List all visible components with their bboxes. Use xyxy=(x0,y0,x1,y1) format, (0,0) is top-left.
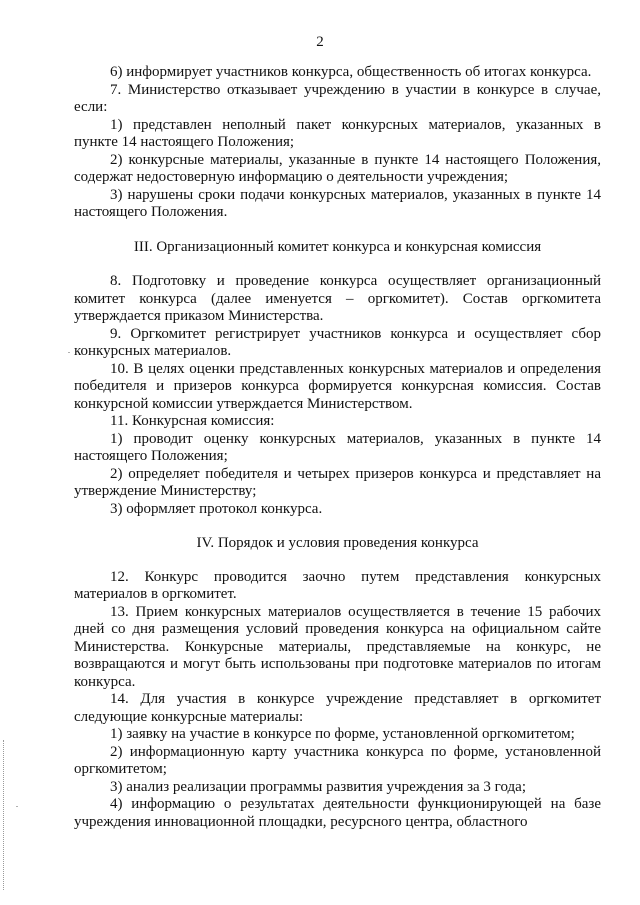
paragraph-clause-14-item-2: 2) информационную карту участника конкурса по форме, установленной оргкомитетом; xyxy=(74,743,601,777)
scan-speck xyxy=(68,352,70,353)
paragraph-clause-11: 11. Конкурсная комиссия: xyxy=(110,413,275,429)
paragraph-clause-11-item-2: 2) определяет победителя и четырех призеров конкурса и представляет на утверждение Министерству; xyxy=(74,465,601,499)
page-number: 2 xyxy=(316,34,324,50)
paragraph-clause-13: 13. Прием конкурсных материалов осуществляется в течение 15 рабочих дней со дня размещения условий проведения конкурса на официальном сайте Министерства. Конкурсные материалы, представляемые на конкурс, не возвращаются и могут быть использованы при подготовке материалов по итогам конкурса. xyxy=(74,603,601,690)
section-3-heading: III. Организационный комитет конкурса и конкурсная комиссия xyxy=(133,238,542,255)
paragraph-clause-9: 9. Оргкомитет регистрирует участников конкурса и осуществляет сбор конкурсных материалов. xyxy=(74,325,601,359)
paragraph-clause-14-item-4: 4) информацию о результатах деятельности функционирующей на базе учреждения инновационной площадки, ресурсного центра, областного xyxy=(74,796,601,830)
paragraph-clause-10: 10. В целях оценки представленных конкурсных материалов и определения победителя и призеров конкурса формируется конкурсная комиссия. Состав конкурсной комиссии утверждается Министерством. xyxy=(74,360,601,412)
paragraph-clause-12: 12. Конкурс проводится заочно путем представления конкурсных материалов в оргкомитет. xyxy=(74,568,601,602)
paragraph-clause-14-item-1: 1) заявку на участие в конкурсе по форме, установленной оргкомитетом; xyxy=(110,726,575,742)
paragraph-item-6: 6) информирует участников конкурса, общественность об итогах конкурса. xyxy=(110,64,592,80)
paragraph-clause-7-item-3: 3) нарушены сроки подачи конкурсных материалов, указанных в пункте 14 настоящего Положения. xyxy=(74,186,601,220)
paragraph-clause-14-item-3: 3) анализ реализации программы развития учреждения за 3 года; xyxy=(110,778,526,795)
paragraph-clause-14: 14. Для участия в конкурсе учреждение представляет в оргкомитет следующие конкурсные материалы: xyxy=(74,691,601,725)
paragraph-clause-7-item-2: 2) конкурсные материалы, указанные в пункте 14 настоящего Положения, содержат недостоверную информацию о деятельности учреждения; xyxy=(74,151,601,185)
paragraph-clause-8: 8. Подготовку и проведение конкурса осуществляет организационный комитет конкурса (далее именуется – оргкомитет). Состав оргкомитета утверждается приказом Министерства. xyxy=(74,273,601,324)
scan-speck xyxy=(16,806,18,807)
paragraph-clause-7: 7. Министерство отказывает учреждению в участии в конкурсе в случае, если: xyxy=(74,81,601,115)
scan-edge-mark xyxy=(3,740,5,890)
section-4-heading: IV. Порядок и условия проведения конкурса xyxy=(196,535,479,551)
paragraph-clause-11-item-3: 3) оформляет протокол конкурса. xyxy=(110,500,323,517)
paragraph-clause-11-item-1: 1) проводит оценку конкурсных материалов, указанных в пункте 14 настоящего Положения; xyxy=(74,430,601,464)
paragraph-clause-7-item-1: 1) представлен неполный пакет конкурсных материалов, указанных в пункте 14 настоящего Положения; xyxy=(74,116,601,150)
document-body xyxy=(74,64,601,831)
